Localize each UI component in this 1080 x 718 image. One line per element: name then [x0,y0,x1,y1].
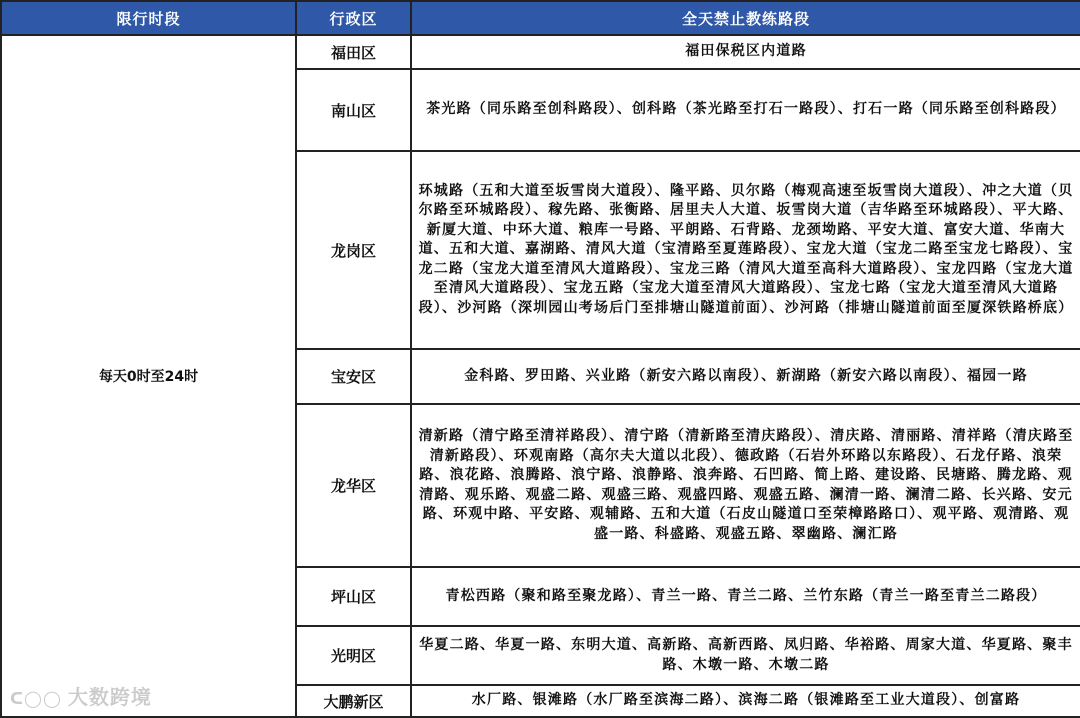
roads-cell: 青松西路（聚和路至聚龙路）、青兰一路、青兰二路、兰竹东路（青兰一路至青兰二路段） [411,567,1080,626]
district-cell: 光明区 [296,626,411,685]
district-cell: 福田区 [296,35,411,69]
header-row [1,1,1080,35]
header-time: 限行时段 [1,1,296,35]
roads-cell: 茶光路（同乐路至创科路段）、创科路（茶光路至打石一路段）、打石一路（同乐路至创科路段） [411,69,1080,151]
district-cell: 坪山区 [296,567,411,626]
district-cell: 龙岗区 [296,151,411,349]
district-cell: 龙华区 [296,404,411,567]
header-district: 行政区 [296,1,411,35]
roads-cell: 华夏二路、华夏一路、东明大道、高新路、高新西路、凤归路、华裕路、周家大道、华夏路、聚丰路、木墩一路、木墩二路 [411,626,1080,685]
roads-cell: 环城路（五和大道至坂雪岗大道段）、隆平路、贝尔路（梅观高速至坂雪岗大道段）、冲之大道（贝尔路至环城路段）、稼先路、张衡路、居里夫人大道、坂雪岗大道（吉华路至环城路段）、平大路、新厦大道、中环大道、粮库一号路、平朗路、石背路、龙颈坳路、平安大道、富安大道、华南大道、五和大道、嘉湖路、清风大道（宝清路至夏莲路段）、宝龙大道（宝龙二路至宝龙七路段）、宝龙二路（宝龙大道至清风大道路段）、宝龙三路（清风大道至高科大道路段）、宝龙四路（宝龙大道至清风大道路段）、宝龙五路（宝龙大道至清风大道路段）、宝龙七路（宝龙大道至清风大道路段）、沙河路（深圳园山考场后门至排塘山隧道前面）、沙河路（排塘山隧道前面至厦深铁路桥底） [411,151,1080,349]
roads-cell: 福田保税区内道路 [411,35,1080,69]
table-row [1,35,1080,69]
district-cell: 南山区 [296,69,411,151]
watermark-text: 大数跨境 [67,685,152,709]
district-cell: 宝安区 [296,349,411,404]
district-cell: 大鹏新区 [296,685,411,717]
watermark [10,681,152,710]
time-period-cell: 每天0时至24时 [1,35,296,717]
watermark-logo-icon: ᑕ◯◯ [10,689,62,708]
roads-cell: 金科路、罗田路、兴业路（新安六路以南段）、新湖路（新安六路以南段）、福园一路 [411,349,1080,404]
roads-cell: 清新路（清宁路至清祥路段）、清宁路（清新路至清庆路段）、清庆路、清丽路、清祥路（清庆路至清新路段）、环观南路（高尔夫大道以北段）、德政路（石岩外环路以东路段）、石龙仔路、浪荣路、浪花路、浪腾路、浪宁路、浪静路、浪奔路、石凹路、简上路、建设路、民塘路、腾龙路、观清路、观乐路、观盛二路、观盛三路、观盛四路、观盛五路、澜清一路、澜清二路、长兴路、安元路、环观中路、平安路、观辅路、五和大道（石皮山隧道口至荣樟路路口）、观平路、观清路、观盛一路、科盛路、观盛五路、翠幽路、澜汇路 [411,404,1080,567]
header-roads: 全天禁止教练路段 [411,1,1080,35]
roads-cell: 水厂路、银滩路（水厂路至滨海二路）、滨海二路（银滩路至工业大道段）、创富路 [411,685,1080,717]
